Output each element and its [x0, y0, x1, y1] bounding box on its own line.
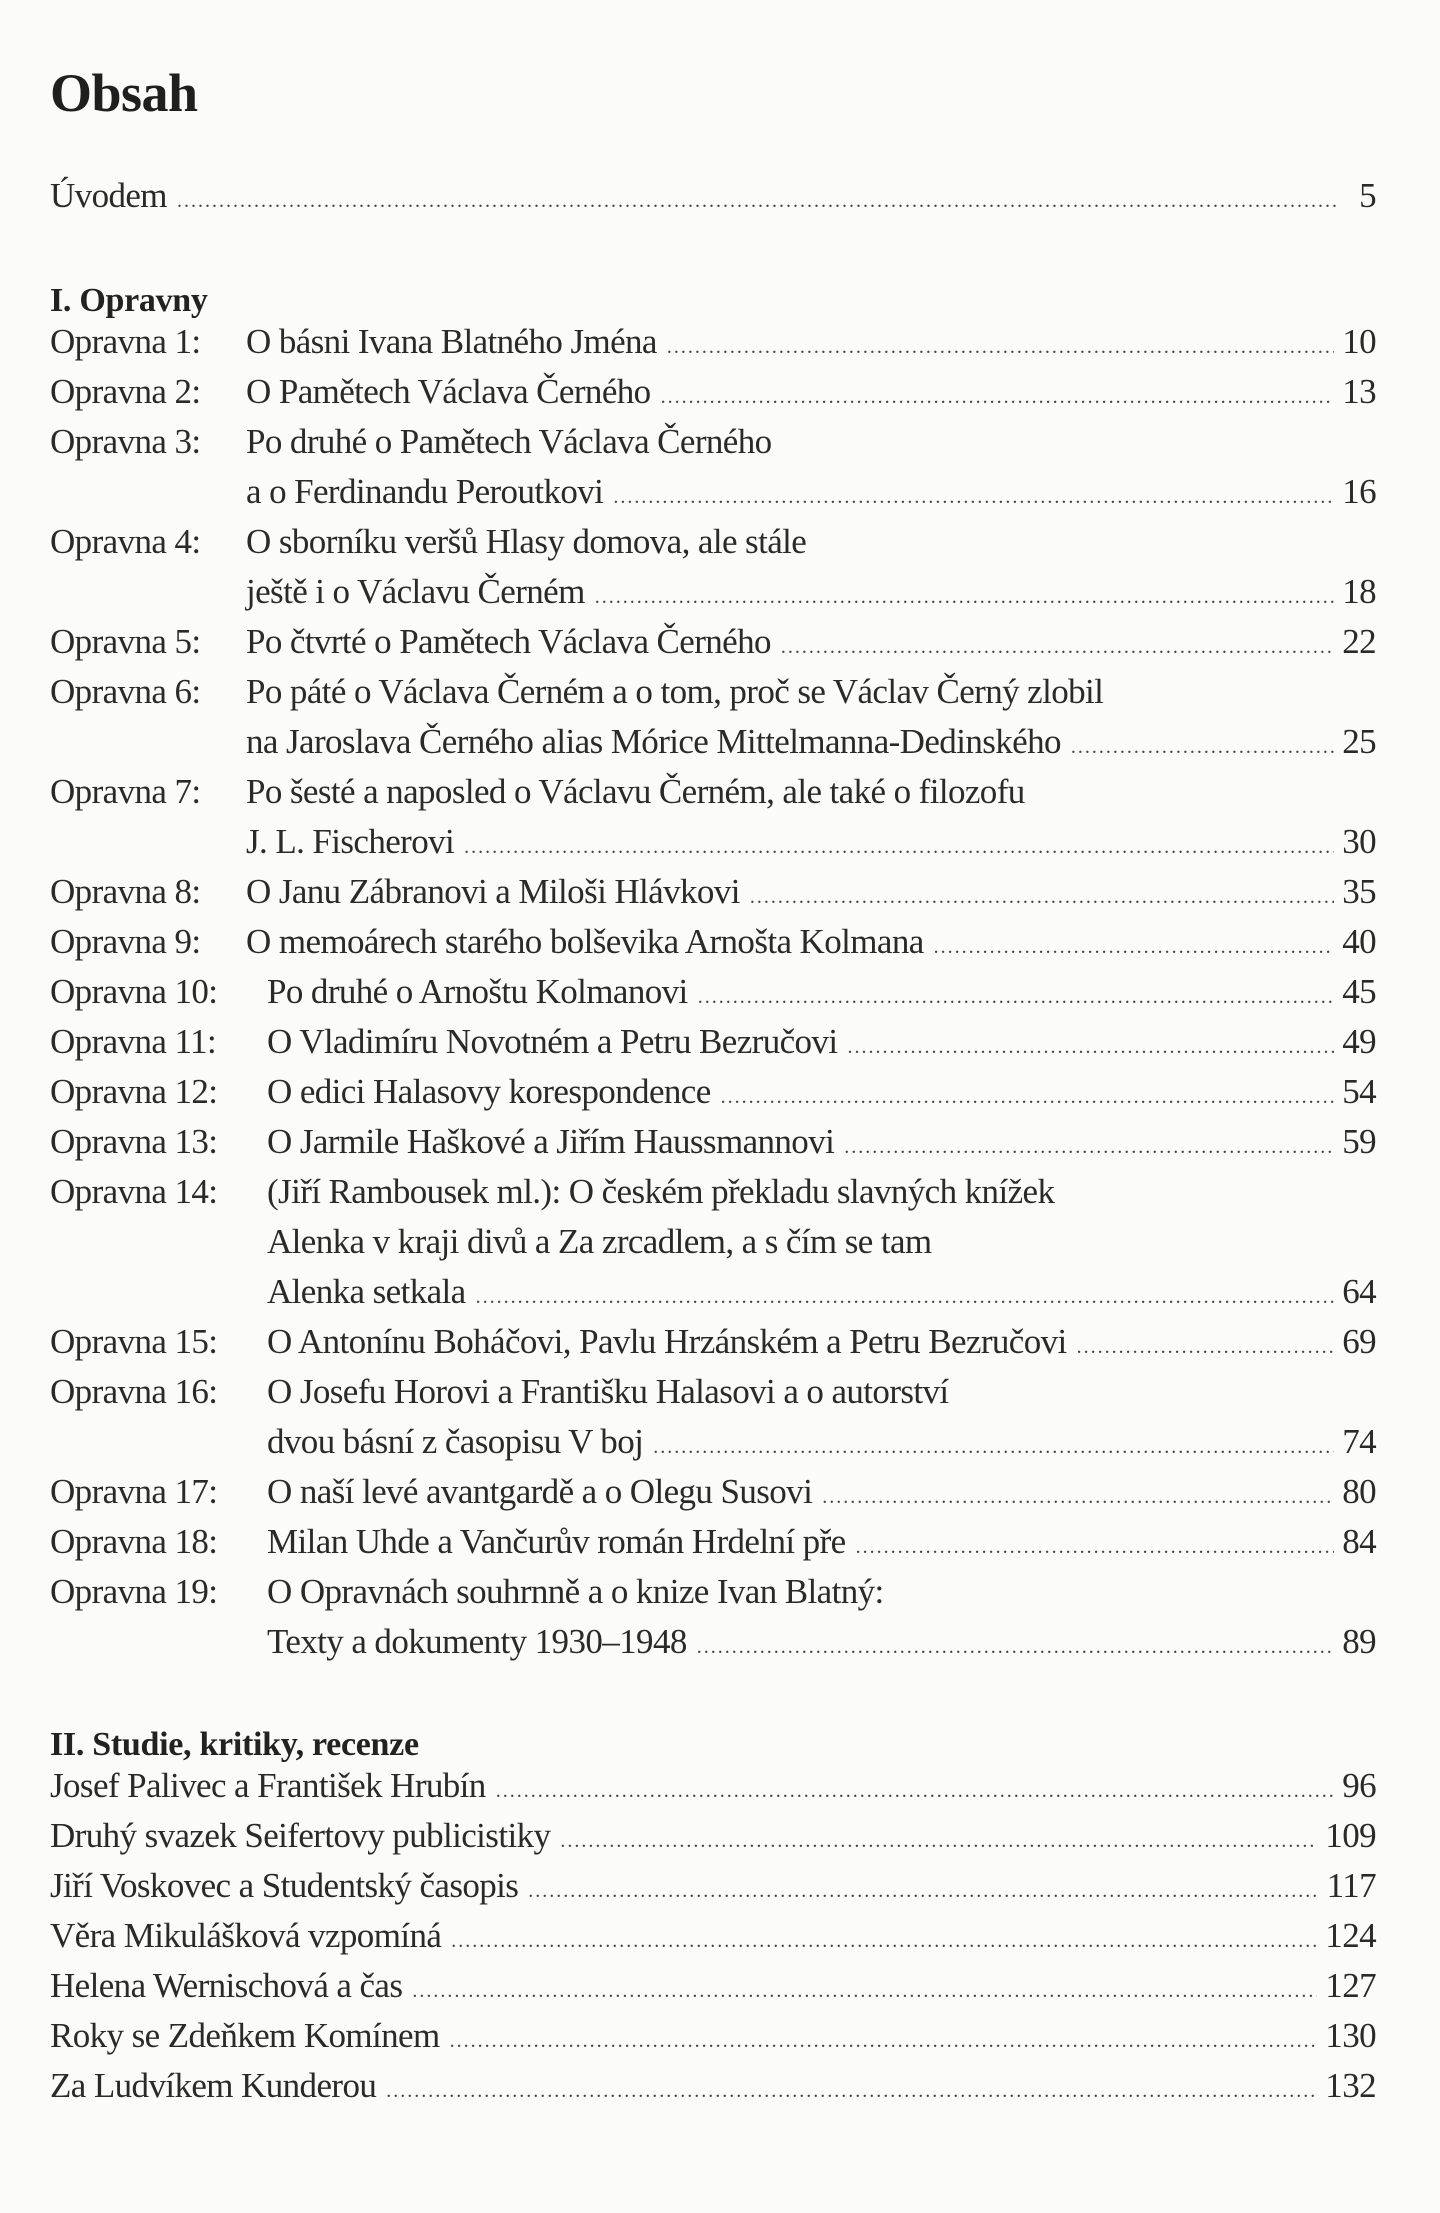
dot-leader	[1077, 1336, 1335, 1359]
toc-entry-label: Opravna 5:	[50, 622, 201, 661]
toc-entry-title: Alenka setkala	[267, 1272, 466, 1311]
dot-leader	[822, 1486, 1334, 1509]
toc-entry-label: Opravna 4:	[50, 522, 201, 561]
toc-entry[interactable]	[50, 622, 1376, 672]
toc-entry[interactable]	[50, 322, 1376, 372]
toc-entry-title: O edici Halasovy korespondence	[267, 1072, 711, 1111]
dot-leader	[934, 936, 1335, 959]
dot-leader	[451, 1930, 1317, 1953]
dot-leader	[667, 336, 1334, 359]
dot-leader	[661, 386, 1335, 409]
toc-entry[interactable]	[50, 422, 1376, 472]
toc-entry-title: Helena Wernischová a čas	[50, 1966, 403, 2005]
toc-entry-label: Opravna 15:	[50, 1322, 218, 1361]
toc-page-number: 35	[1342, 872, 1376, 911]
toc-page-number: 13	[1342, 372, 1376, 411]
toc-page-number: 127	[1325, 1966, 1376, 2005]
toc-entry-label: Opravna 9:	[50, 922, 201, 961]
toc-entry[interactable]	[50, 1622, 1376, 1672]
toc-entry-label: Opravna 19:	[50, 1572, 218, 1611]
toc-entry-label: Opravna 14:	[50, 1172, 218, 1211]
dot-leader	[721, 1086, 1335, 1109]
toc-page-number: 59	[1342, 1122, 1376, 1161]
toc-entry[interactable]	[50, 1122, 1376, 1172]
toc-entry[interactable]	[50, 722, 1376, 772]
toc-entry-title: dvou básní z časopisu V boj	[267, 1422, 644, 1461]
toc-entry-label: Opravna 8:	[50, 872, 201, 911]
dot-leader	[450, 2030, 1318, 2053]
toc-entry-title: Po páté o Václava Černém a o tom, proč se Václav Černý zlobil	[246, 672, 1104, 711]
toc-entry[interactable]	[50, 1866, 1376, 1916]
toc-entry[interactable]	[50, 1222, 1376, 1272]
page-title: Obsah	[50, 63, 198, 123]
toc-entry-title: O Antonínu Boháčovi, Pavlu Hrzánském a Petru Bezručovi	[267, 1322, 1067, 1361]
toc-entry[interactable]	[50, 1766, 1376, 1816]
toc-page-number: 96	[1342, 1766, 1376, 1805]
toc-entry-title: Za Ludvíkem Kunderou	[50, 2066, 377, 2105]
toc-entry-title: O Pamětech Václava Černého	[246, 372, 651, 411]
dot-leader	[595, 586, 1334, 609]
toc-page-number: 25	[1342, 722, 1376, 761]
toc-entry[interactable]	[50, 2066, 1376, 2116]
toc-page-number: 40	[1342, 922, 1376, 961]
toc-entry[interactable]	[50, 2016, 1376, 2066]
toc-entry-label: Opravna 2:	[50, 372, 201, 411]
toc-entry[interactable]	[50, 1422, 1376, 1472]
toc-entry[interactable]	[50, 1072, 1376, 1122]
toc-entry[interactable]	[50, 872, 1376, 922]
toc-entry-label: Opravna 13:	[50, 1122, 218, 1161]
toc-page-number: 30	[1342, 822, 1376, 861]
toc-page-number: 84	[1342, 1522, 1376, 1561]
toc-entry-title: O Janu Zábranovi a Miloši Hlávkovi	[246, 872, 740, 911]
toc-entry[interactable]	[50, 1472, 1376, 1522]
toc-entry[interactable]	[50, 372, 1376, 422]
toc-entry-title: Druhý svazek Seifertovy publicistiky	[50, 1816, 551, 1855]
toc-entry-title: Alenka v kraji divů a Za zrcadlem, a s čím se tam	[267, 1222, 932, 1261]
toc-page-number: 18	[1342, 572, 1376, 611]
toc-entry-title: ještě i o Václavu Černém	[246, 572, 585, 611]
toc-entry-label: Opravna 1:	[50, 322, 201, 361]
toc-entry-title: J. L. Fischerovi	[246, 822, 455, 861]
toc-entry-title: Texty a dokumenty 1930–1948	[267, 1622, 687, 1661]
toc-page-number: 45	[1342, 972, 1376, 1011]
toc-entry-title: Po šesté a naposled o Václavu Černém, ale také o filozofu	[246, 772, 1025, 811]
toc-entry-label: Opravna 7:	[50, 772, 201, 811]
dot-leader	[496, 1780, 1334, 1803]
toc-entry-label: Opravna 10:	[50, 972, 218, 1011]
toc-entry[interactable]	[50, 672, 1376, 722]
toc-page-number: 117	[1326, 1866, 1376, 1905]
dot-leader	[698, 986, 1335, 1009]
toc-entry-label: Opravna 12:	[50, 1072, 218, 1111]
toc-page-number: 130	[1325, 2016, 1376, 2055]
toc-entry-label: Opravna 3:	[50, 422, 201, 461]
dot-leader	[476, 1286, 1335, 1309]
toc-page-number: 74	[1342, 1422, 1376, 1461]
toc-entry-title: Po druhé o Pamětech Václava Černého	[246, 422, 772, 461]
dot-leader	[856, 1536, 1335, 1559]
toc-entry[interactable]	[50, 472, 1376, 522]
toc-entry-title: Roky se Zdeňkem Komínem	[50, 2016, 440, 2055]
toc-entry-title: O Jarmile Haškové a Jiřím Haussmannovi	[267, 1122, 835, 1161]
toc-entry[interactable]	[50, 522, 1376, 572]
dot-leader	[653, 1436, 1334, 1459]
toc-page-number: 80	[1342, 1472, 1376, 1511]
toc-entry[interactable]	[50, 822, 1376, 872]
dot-leader	[844, 1136, 1334, 1159]
toc-entry-title: Milan Uhde a Vančurův román Hrdelní pře	[267, 1522, 846, 1561]
toc-entry-title: O naší levé avantgardě a o Olegu Susovi	[267, 1472, 813, 1511]
toc-page-number: 109	[1325, 1816, 1376, 1855]
dot-leader	[177, 190, 1338, 213]
toc-page-number: 16	[1342, 472, 1376, 511]
toc-entry-title: O Josefu Horovi a Františku Halasovi a o autorství	[267, 1372, 949, 1411]
toc-entry-label: Opravna 6:	[50, 672, 201, 711]
toc-entry-intro[interactable]	[50, 176, 1376, 226]
section-heading: I. Opravny	[50, 282, 208, 319]
toc-page-number: 49	[1342, 1022, 1376, 1061]
dot-leader	[386, 2080, 1317, 2103]
dot-leader	[781, 636, 1334, 659]
dot-leader	[1071, 736, 1334, 759]
dot-leader	[560, 1830, 1317, 1853]
dot-leader	[528, 1880, 1318, 1903]
toc-entry-title: Úvodem	[50, 176, 167, 215]
toc-entry[interactable]	[50, 772, 1376, 822]
dot-leader	[697, 1636, 1334, 1659]
toc-page-number: 22	[1342, 622, 1376, 661]
toc-entry[interactable]	[50, 1172, 1376, 1222]
toc-page-number: 89	[1342, 1622, 1376, 1661]
toc-entry[interactable]	[50, 1916, 1376, 1966]
toc-entry-title: Po druhé o Arnoštu Kolmanovi	[267, 972, 688, 1011]
toc-entry[interactable]	[50, 572, 1376, 622]
dot-leader	[613, 486, 1334, 509]
toc-page-number: 64	[1342, 1272, 1376, 1311]
toc-page-number: 69	[1342, 1322, 1376, 1361]
toc-entry[interactable]	[50, 922, 1376, 972]
toc-entry-label: Opravna 18:	[50, 1522, 218, 1561]
toc-entry-title: Po čtvrté o Pamětech Václava Černého	[246, 622, 771, 661]
toc-entry-label: Opravna 16:	[50, 1372, 218, 1411]
toc-entry[interactable]	[50, 1816, 1376, 1866]
dot-leader	[750, 886, 1334, 909]
toc-entry[interactable]	[50, 972, 1376, 1022]
toc-entry-title: Josef Palivec a František Hrubín	[50, 1766, 486, 1805]
toc-entry-title: O Opravnách souhrnně a o knize Ivan Blatný:	[267, 1572, 884, 1611]
toc-entry[interactable]	[50, 1522, 1376, 1572]
toc-entry[interactable]	[50, 1322, 1376, 1372]
toc-entry[interactable]	[50, 1272, 1376, 1322]
toc-entry-title: Věra Mikulášková vzpomíná	[50, 1916, 442, 1955]
toc-entry-title: (Jiří Rambousek ml.): O českém překladu slavných knížek	[267, 1172, 1055, 1211]
toc-page-number: 5	[1359, 176, 1376, 215]
toc-entry[interactable]	[50, 1572, 1376, 1622]
toc-entry-title: O básni Ivana Blatného Jména	[246, 322, 657, 361]
section-heading: II. Studie, kritiky, recenze	[50, 1726, 419, 1763]
toc-page-number: 132	[1325, 2066, 1376, 2105]
toc-page-number: 54	[1342, 1072, 1376, 1111]
toc-entry[interactable]	[50, 1966, 1376, 2016]
dot-leader	[412, 1980, 1317, 2003]
toc-page-number: 124	[1325, 1916, 1376, 1955]
toc-entry-label: Opravna 17:	[50, 1472, 218, 1511]
dot-leader	[847, 1036, 1334, 1059]
toc-entry-title: O memoárech starého bolševika Arnošta Kolmana	[246, 922, 924, 961]
toc-entry-title: na Jaroslava Černého alias Mórice Mittelmanna-Dedinského	[246, 722, 1061, 761]
toc-page-number: 10	[1342, 322, 1376, 361]
dot-leader	[464, 836, 1334, 859]
toc-entry-title: O sborníku veršů Hlasy domova, ale stále	[246, 522, 807, 561]
toc-entry-title: O Vladimíru Novotném a Petru Bezručovi	[267, 1022, 838, 1061]
toc-entry-title: Jiří Voskovec a Studentský časopis	[50, 1866, 519, 1905]
toc-entry-label: Opravna 11:	[50, 1022, 217, 1061]
toc-entry-title: a o Ferdinandu Peroutkovi	[246, 472, 604, 511]
toc-entry[interactable]	[50, 1022, 1376, 1072]
toc-entry[interactable]	[50, 1372, 1376, 1422]
